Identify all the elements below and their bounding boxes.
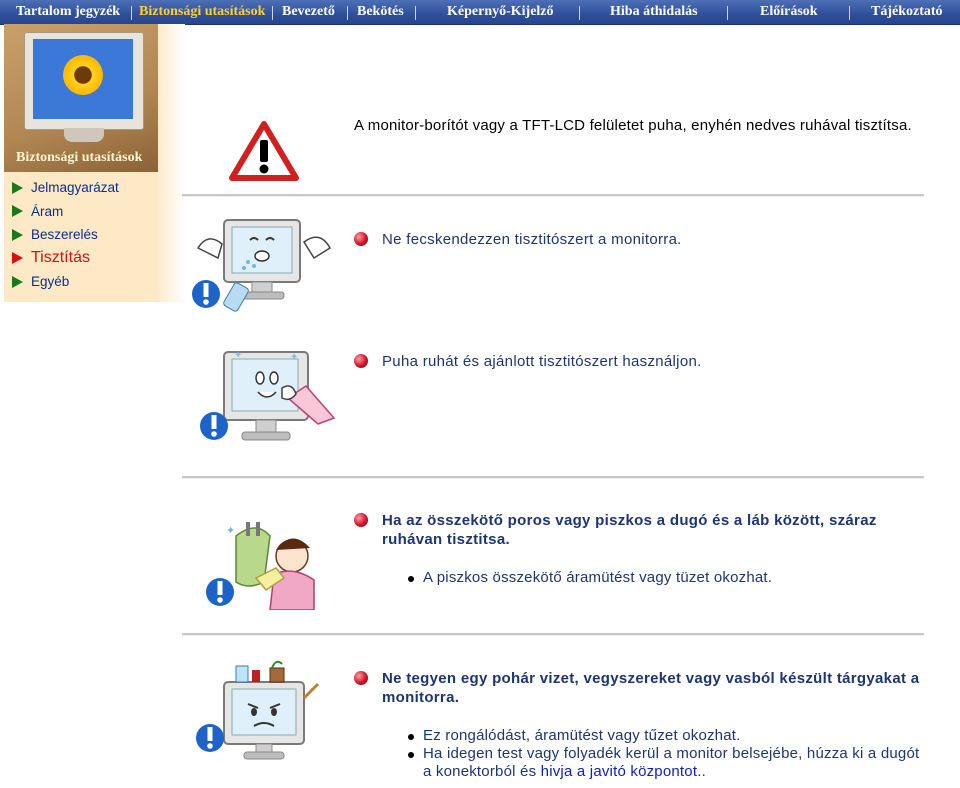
list-item-text: A piszkos összekötő áramütést vagy tüzet okozhat. (423, 569, 773, 586)
sidebar-item-label: Egyéb (31, 274, 70, 290)
list-item (408, 727, 928, 745)
heading-text: Ne fecskendezzen tisztitószert a monitorra. (382, 231, 682, 248)
svg-text:✦: ✦ (234, 350, 243, 361)
red-bullet-icon (354, 513, 368, 527)
sunflower-image (63, 55, 103, 95)
section-divider (182, 194, 924, 197)
sidebar-fade (155, 24, 185, 302)
triangle-bullet-icon (12, 276, 23, 288)
black-bullet-icon (408, 576, 414, 582)
svg-text:✦: ✦ (290, 352, 299, 363)
dusty-plug-illustration (196, 516, 326, 610)
banner-caption: Biztonsági utasítások (16, 150, 143, 165)
sidebar-item-legend[interactable] (12, 176, 119, 200)
heading-text: Ha az összekötő poros vagy piszkos a dugó és a láb között, száraz ruhávan tisztitsa. (382, 512, 877, 548)
tab-specifications[interactable]: Előírások (760, 4, 818, 19)
black-bullet-icon (408, 752, 414, 758)
sidebar-item-label: Jelmagyarázat (31, 180, 119, 196)
triangle-bullet-icon (12, 182, 23, 194)
list-item-text (408, 745, 928, 781)
tab-separator (131, 6, 132, 20)
tab-separator (415, 6, 416, 20)
section-banner (4, 24, 158, 172)
sidebar-item-label: Tisztítás (31, 249, 90, 267)
heading-text: Ne tegyen egy pohár vizet, vegyszereket vagy vasból készült tárgyakat a monitorra. (382, 670, 920, 706)
section-divider (182, 476, 924, 479)
sidebar-item-cleaning[interactable] (12, 247, 119, 271)
heading-text: Puha ruhát és ajánlott tisztitószert használjon. (382, 353, 702, 370)
tab-table-of-contents[interactable]: Tartalom jegyzék (16, 4, 121, 19)
sidebar-item-other[interactable] (12, 270, 119, 294)
red-bullet-icon (354, 671, 368, 685)
tab-separator (347, 6, 348, 20)
sidebar-item-installation[interactable] (12, 223, 119, 247)
sidebar-item-label: Áram (31, 203, 64, 219)
sidebar-nav (12, 176, 119, 294)
monitor-illustration (24, 32, 144, 130)
tab-separator (849, 6, 850, 20)
list-item-sentence: Ha idegen test vagy folyadék kerül a monitor belsejébe, húzza ki a dugót a konektorból és (423, 745, 920, 780)
warning-triangle-icon (228, 120, 300, 182)
red-bullet-icon (354, 354, 368, 368)
list-item (408, 569, 928, 587)
service-center-link[interactable]: hivja a javitó központot. (540, 763, 702, 780)
tab-separator (272, 6, 273, 20)
list-item (408, 745, 928, 781)
top-navigation-bar (0, 0, 960, 25)
monitor-screen (33, 39, 133, 119)
section-heading-connector (354, 511, 922, 549)
section-heading-soft-cloth (354, 352, 922, 371)
section-heading-objects (354, 669, 922, 707)
tab-connection[interactable]: Bekötés (357, 4, 404, 19)
list-item-text: Ez rongálódást, áramütést vagy tűzet okozhat. (423, 727, 741, 744)
tab-introduction[interactable]: Bevezető (282, 4, 335, 19)
black-bullet-icon (408, 734, 414, 740)
tab-separator (579, 6, 580, 20)
svg-text:✦: ✦ (226, 524, 236, 537)
triangle-bullet-icon (12, 252, 23, 264)
intro-text: A monitor-borítót vagy a TFT-LCD felületet puha, enyhén nedves ruhával tisztítsa. (354, 117, 912, 134)
tab-information[interactable]: Tájékoztató (871, 4, 943, 19)
no-spray-monitor-illustration (188, 212, 338, 320)
tab-safety-instructions[interactable]: Biztonsági utasítások (139, 4, 266, 19)
objects-on-monitor-illustration (192, 658, 332, 764)
triangle-bullet-icon (12, 205, 23, 217)
monitor-stand (64, 128, 104, 142)
sidebar-item-label: Beszerelés (31, 227, 98, 243)
soft-cloth-monitor-illustration (194, 344, 344, 454)
tab-troubleshooting[interactable]: Hiba áthidalás (610, 4, 698, 19)
section-heading-no-spray (354, 230, 922, 249)
triangle-bullet-icon (12, 229, 23, 241)
sidebar-item-power[interactable] (12, 200, 119, 224)
red-bullet-icon (354, 232, 368, 246)
section-divider (182, 633, 924, 636)
list-item-period: . (701, 763, 706, 780)
tab-screen-display[interactable]: Képernyő-Kijelző (447, 4, 554, 19)
tab-separator (727, 6, 728, 20)
